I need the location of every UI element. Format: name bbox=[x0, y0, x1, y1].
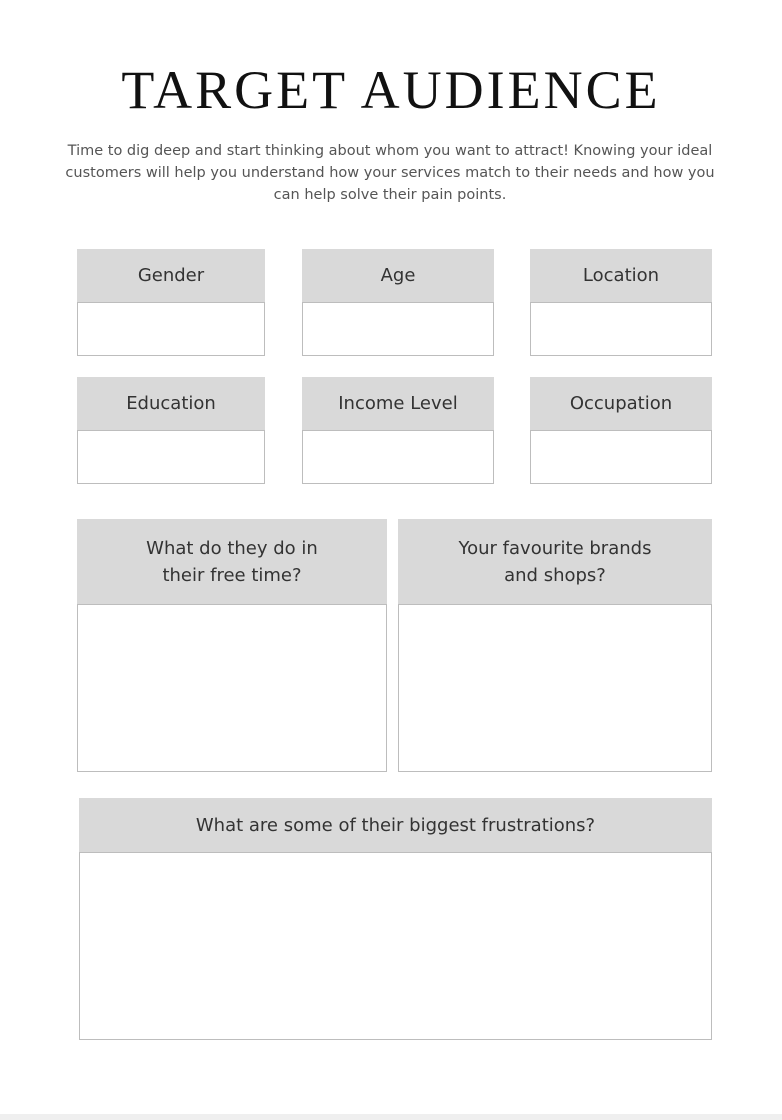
education-input[interactable] bbox=[77, 430, 265, 484]
age-input[interactable] bbox=[302, 302, 494, 356]
education-field bbox=[77, 377, 265, 484]
intro-text: Time to dig deep and start thinking about whom you want to attract! Knowing your ideal customers will help you understand how your services match to their needs and how you can help solve their pain points. bbox=[65, 143, 715, 203]
education-label: Education bbox=[77, 377, 265, 430]
frustrations-label: What are some of their biggest frustrations? bbox=[79, 798, 712, 852]
location-input[interactable] bbox=[530, 302, 712, 356]
income-level-label: Income Level bbox=[302, 377, 494, 430]
gender-input[interactable] bbox=[77, 302, 265, 356]
free-time-label: What do they do in their free time? bbox=[77, 519, 387, 604]
bottom-strip bbox=[0, 1114, 782, 1120]
free-time-field bbox=[77, 519, 387, 772]
occupation-input[interactable] bbox=[530, 430, 712, 484]
occupation-field bbox=[530, 377, 712, 484]
favourite-brands-field bbox=[398, 519, 712, 772]
income-level-input[interactable] bbox=[302, 430, 494, 484]
age-label: Age bbox=[302, 249, 494, 302]
frustrations-input[interactable] bbox=[79, 852, 712, 1040]
frustrations-field bbox=[79, 798, 712, 1040]
location-label: Location bbox=[530, 249, 712, 302]
gender-label: Gender bbox=[77, 249, 265, 302]
occupation-label: Occupation bbox=[530, 377, 712, 430]
age-field bbox=[302, 249, 494, 356]
free-time-input[interactable] bbox=[77, 604, 387, 772]
favourite-brands-input[interactable] bbox=[398, 604, 712, 772]
favourite-brands-label: Your favourite brands and shops? bbox=[398, 519, 712, 604]
location-field bbox=[530, 249, 712, 356]
gender-field bbox=[77, 249, 265, 356]
page-title: TARGET AUDIENCE bbox=[121, 60, 661, 120]
income-level-field bbox=[302, 377, 494, 484]
